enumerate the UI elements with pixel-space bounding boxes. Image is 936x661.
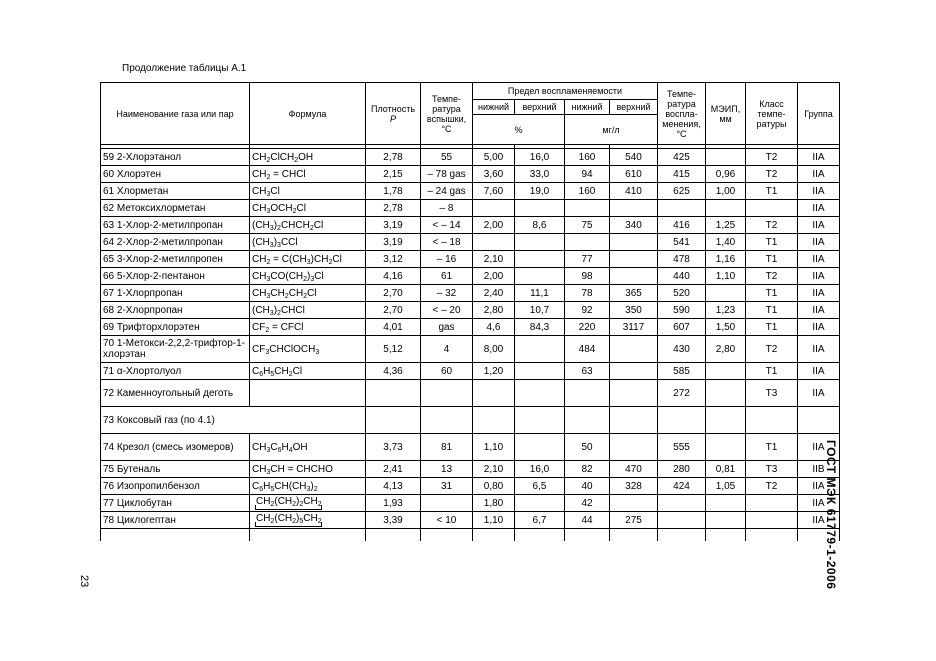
cell-lo-pct: 4,6	[473, 319, 515, 336]
table-row-continuation	[101, 529, 840, 542]
cell-mesg: 0,81	[706, 461, 746, 478]
cell-tclass: T1	[746, 183, 798, 200]
cell-ign: 425	[658, 149, 706, 166]
cell-hi-mg	[610, 380, 658, 407]
cell-density: 3,12	[366, 251, 421, 268]
cell-name: 75 Бутеналь	[101, 461, 250, 478]
header-upper-pct: верхний	[515, 100, 565, 115]
cell-group: IIA	[798, 149, 840, 166]
cell-formula: $CH_2 = C(CH_3)CH_2Cl$	[250, 251, 366, 268]
cell-formula: $(CH_3)_2CHCH_2Cl$	[250, 217, 366, 234]
table-row	[101, 407, 840, 434]
cell-flash	[421, 380, 473, 407]
cell-tclass: T2	[746, 268, 798, 285]
cell-tclass	[746, 512, 798, 529]
cell-flash	[421, 495, 473, 512]
header-temp-class: Класс темпе-ратуры	[746, 83, 798, 145]
cell-lo-mg: 82	[565, 461, 610, 478]
cell-group: IIA	[798, 268, 840, 285]
cell-density: 2,41	[366, 461, 421, 478]
cell-flash: gas	[421, 319, 473, 336]
cell-ign: 478	[658, 251, 706, 268]
cell-group: IIA	[798, 217, 840, 234]
cell-ign: 416	[658, 217, 706, 234]
cell-flash: 31	[421, 478, 473, 495]
cell-name: 73 Коксовый газ (по 4.1)	[101, 407, 366, 434]
cell-tclass: T3	[746, 461, 798, 478]
cell-mesg	[706, 380, 746, 407]
cell-tclass: T1	[746, 302, 798, 319]
cell-hi-pct: 19,0	[515, 183, 565, 200]
cell-lo-pct: 2,10	[473, 251, 515, 268]
cell-ign: 585	[658, 363, 706, 380]
cell-density: 2,78	[366, 149, 421, 166]
cell-group: IIA	[798, 319, 840, 336]
cell-ign: 607	[658, 319, 706, 336]
cell-hi-mg: 350	[610, 302, 658, 319]
cell-hi-pct: 11,1	[515, 285, 565, 302]
table-row	[101, 234, 840, 251]
cell-name: 74 Крезол (смесь изомеров)	[101, 434, 250, 461]
cell-hi-pct: 16,0	[515, 149, 565, 166]
cell-hi-pct: 8,6	[515, 217, 565, 234]
cell-name: 69 Трифторхлорэтен	[101, 319, 250, 336]
cell-mesg	[706, 285, 746, 302]
page-number: 23	[78, 575, 90, 588]
cell-ign: 415	[658, 166, 706, 183]
table-row	[101, 434, 840, 461]
cell-name: 59 2-Хлорэтанол	[101, 149, 250, 166]
table-row	[101, 285, 840, 302]
cell-lo-mg: 160	[565, 183, 610, 200]
cell-mesg: 1,05	[706, 478, 746, 495]
cell-lo-mg: 63	[565, 363, 610, 380]
cell-hi-mg	[610, 434, 658, 461]
cell-density: 4,13	[366, 478, 421, 495]
cell-lo-mg: 77	[565, 251, 610, 268]
cell-formula: $C_6H_5CH_2Cl$	[250, 363, 366, 380]
cell-formula: $CH_3C_6H_4OH$	[250, 434, 366, 461]
cell-flash: – 78 gas	[421, 166, 473, 183]
cell-name: 64 2-Хлор-2-метилпропан	[101, 234, 250, 251]
cell-name: 72 Каменноугольный деготь	[101, 380, 250, 407]
cell-hi-mg: 540	[610, 149, 658, 166]
cell-density: 5,12	[366, 336, 421, 363]
cell-hi-mg	[610, 200, 658, 217]
cell-ign	[658, 200, 706, 217]
cell-group: IIA	[798, 512, 840, 529]
cell-name: 71 α-Хлортолуол	[101, 363, 250, 380]
cell-hi-mg: 328	[610, 478, 658, 495]
header-name: Наименование газа или пар	[101, 83, 250, 145]
cell-group: IIA	[798, 234, 840, 251]
cell-group: IIA	[798, 183, 840, 200]
cell-hi-mg	[610, 407, 658, 434]
cell-flash: < – 14	[421, 217, 473, 234]
cell-mesg: 1,23	[706, 302, 746, 319]
header-percent-unit: %	[473, 115, 565, 145]
cell-formula: $CH_3OCH_2Cl$	[250, 200, 366, 217]
header-upper-mg: верхний	[610, 100, 658, 115]
cell-group: IIA	[798, 200, 840, 217]
cell-formula: $CH_3CH_2CH_2Cl$	[250, 285, 366, 302]
cell-density: 2,78	[366, 200, 421, 217]
cell-flash: < – 20	[421, 302, 473, 319]
cell-hi-pct	[515, 380, 565, 407]
cell-mesg: 0,96	[706, 166, 746, 183]
cell-flash: – 8	[421, 200, 473, 217]
cell-lo-pct: 1,80	[473, 495, 515, 512]
table-row	[101, 495, 840, 512]
cell-mesg: 1,10	[706, 268, 746, 285]
cell-hi-mg: 610	[610, 166, 658, 183]
header-group: Группа	[798, 83, 840, 145]
cell-hi-mg: 410	[610, 183, 658, 200]
cell-lo-pct: 1,10	[473, 512, 515, 529]
cell-mesg	[706, 149, 746, 166]
table-row	[101, 217, 840, 234]
cell-mesg	[706, 407, 746, 434]
cell-name: 65 3-Хлор-2-метилпропен	[101, 251, 250, 268]
cell-tclass: T2	[746, 149, 798, 166]
cell-formula: $CH_3CH$ = CHCHO	[250, 461, 366, 478]
table-row	[101, 302, 840, 319]
cell-ign: 430	[658, 336, 706, 363]
cell-mesg	[706, 200, 746, 217]
cell-lo-mg: 92	[565, 302, 610, 319]
cell-mesg: 1,50	[706, 319, 746, 336]
cell-tclass: T1	[746, 319, 798, 336]
header-ignition-temp: Темпе-ратура воспла-менения, °С	[658, 83, 706, 145]
cell-density	[366, 407, 421, 434]
cell-lo-mg: 98	[565, 268, 610, 285]
cell-hi-pct: 84,3	[515, 319, 565, 336]
cell-ign: 555	[658, 434, 706, 461]
cell-density: 3,39	[366, 512, 421, 529]
table-row	[101, 461, 840, 478]
cell-hi-pct: 33,0	[515, 166, 565, 183]
cell-name: 76 Изопропилбензол	[101, 478, 250, 495]
cell-hi-pct	[515, 336, 565, 363]
table-row	[101, 336, 840, 363]
cell-tclass: T2	[746, 166, 798, 183]
cell-hi-mg: 275	[610, 512, 658, 529]
cell-tclass: T1	[746, 251, 798, 268]
cell-lo-pct: 5,00	[473, 149, 515, 166]
cell-hi-mg: 470	[610, 461, 658, 478]
cell-mesg	[706, 363, 746, 380]
cell-ign: 590	[658, 302, 706, 319]
cell-ign: 440	[658, 268, 706, 285]
cell-lo-mg: 75	[565, 217, 610, 234]
cell-lo-mg: 220	[565, 319, 610, 336]
cell-group: IIA	[798, 285, 840, 302]
cell-tclass	[746, 407, 798, 434]
table-caption: Продолжение таблицы А.1	[122, 63, 247, 74]
cell-lo-mg: 484	[565, 336, 610, 363]
cell-lo-mg	[565, 407, 610, 434]
cell-flash: 61	[421, 268, 473, 285]
cell-ign: 424	[658, 478, 706, 495]
table-row	[101, 319, 840, 336]
cell-lo-mg	[565, 380, 610, 407]
cell-tclass: T1	[746, 285, 798, 302]
cell-name: 62 Метоксихлорметан	[101, 200, 250, 217]
cell-flash: < 10	[421, 512, 473, 529]
cell-lo-mg: 42	[565, 495, 610, 512]
cell-lo-pct: 1,10	[473, 434, 515, 461]
cell-mesg: 2,80	[706, 336, 746, 363]
cell-formula: $CF_3CHClOCH_3$	[250, 336, 366, 363]
cell-flash: 81	[421, 434, 473, 461]
cell-lo-mg: 78	[565, 285, 610, 302]
table-row	[101, 200, 840, 217]
cell-group	[798, 407, 840, 434]
table-row	[101, 149, 840, 166]
header-lower-pct: нижний	[473, 100, 515, 115]
table-row	[101, 512, 840, 529]
cell-mesg	[706, 512, 746, 529]
cell-tclass	[746, 200, 798, 217]
cell-mesg: 1,16	[706, 251, 746, 268]
cell-flash: 55	[421, 149, 473, 166]
cell-lo-mg: 40	[565, 478, 610, 495]
cell-flash: 4	[421, 336, 473, 363]
header-lower-mg: нижний	[565, 100, 610, 115]
cell-hi-pct	[515, 200, 565, 217]
cell-name: 68 2-Хлорпропан	[101, 302, 250, 319]
table-row	[101, 251, 840, 268]
cell-lo-pct: 1,20	[473, 363, 515, 380]
header-formula: Формула	[250, 83, 366, 145]
cell-lo-pct	[473, 380, 515, 407]
cell-lo-mg: 44	[565, 512, 610, 529]
cell-ign	[658, 512, 706, 529]
cell-hi-pct: 16,0	[515, 461, 565, 478]
cell-flash: < – 18	[421, 234, 473, 251]
cell-mesg: 1,25	[706, 217, 746, 234]
cell-density	[366, 380, 421, 407]
header-mgl-unit: мг/л	[565, 115, 658, 145]
cell-flash: 13	[421, 461, 473, 478]
cell-group: IIA	[798, 434, 840, 461]
cell-density: 4,01	[366, 319, 421, 336]
cell-ign	[658, 495, 706, 512]
cell-flash: – 24 gas	[421, 183, 473, 200]
cell-group: IIA	[798, 495, 840, 512]
cell-name: 67 1-Хлорпропан	[101, 285, 250, 302]
cell-mesg: 1,00	[706, 183, 746, 200]
cell-lo-pct	[473, 407, 515, 434]
cell-lo-pct: 3,60	[473, 166, 515, 183]
cell-name: 60 Хлорэтен	[101, 166, 250, 183]
cell-formula: $C_6H_5CH(CH_3)_2$	[250, 478, 366, 495]
document-code: ГОСТ МЭК 61779-1-2006	[824, 440, 838, 590]
flammable-gases-table	[100, 82, 840, 541]
cell-hi-pct	[515, 495, 565, 512]
cell-lo-pct: 2,00	[473, 217, 515, 234]
cell-hi-mg: 365	[610, 285, 658, 302]
cell-hi-pct	[515, 434, 565, 461]
cell-lo-pct: 2,40	[473, 285, 515, 302]
cell-hi-mg	[610, 251, 658, 268]
table-row	[101, 166, 840, 183]
table-row	[101, 478, 840, 495]
cell-hi-pct	[515, 268, 565, 285]
cell-density: 2,70	[366, 285, 421, 302]
header-mesg: МЭИП, мм	[706, 83, 746, 145]
cell-formula: $(CH_3)_2CHCl$	[250, 302, 366, 319]
cell-hi-mg	[610, 363, 658, 380]
cell-lo-pct: 8,00	[473, 336, 515, 363]
cell-tclass: T2	[746, 217, 798, 234]
cell-density: 4,36	[366, 363, 421, 380]
cell-lo-pct	[473, 234, 515, 251]
cell-ign: 541	[658, 234, 706, 251]
cell-ign: 280	[658, 461, 706, 478]
cell-lo-pct: 2,10	[473, 461, 515, 478]
header-flash-point: Темпе-ратура вспышки, °С	[421, 83, 473, 145]
cell-group: IIA	[798, 336, 840, 363]
cell-group: IIA	[798, 302, 840, 319]
cell-lo-mg	[565, 234, 610, 251]
cell-tclass: T1	[746, 234, 798, 251]
cell-name: 63 1-Хлор-2-метилпропан	[101, 217, 250, 234]
cell-hi-mg	[610, 495, 658, 512]
cell-flash	[421, 407, 473, 434]
cell-hi-mg: 3117	[610, 319, 658, 336]
cell-formula: $CH_2(CH_2)_5CH_2$	[250, 512, 366, 529]
cell-group: IIB	[798, 461, 840, 478]
cell-tclass: T2	[746, 336, 798, 363]
cell-lo-pct: 2,80	[473, 302, 515, 319]
cell-name: 70 1-Метокси-2,2,2-трифтор-1-хлорэтан	[101, 336, 250, 363]
cell-mesg	[706, 434, 746, 461]
cell-hi-pct	[515, 407, 565, 434]
cell-density: 1,78	[366, 183, 421, 200]
cell-name: 61 Хлорметан	[101, 183, 250, 200]
cell-hi-pct: 6,7	[515, 512, 565, 529]
cell-hi-mg	[610, 336, 658, 363]
cell-lo-pct: 2,00	[473, 268, 515, 285]
cell-hi-mg	[610, 234, 658, 251]
cell-tclass: T1	[746, 434, 798, 461]
cell-flash: 60	[421, 363, 473, 380]
cell-mesg	[706, 495, 746, 512]
cell-name: 66 5-Хлор-2-пентанон	[101, 268, 250, 285]
table-row	[101, 363, 840, 380]
cell-group: IIA	[798, 251, 840, 268]
cell-group: IIA	[798, 380, 840, 407]
cell-flash: – 16	[421, 251, 473, 268]
cell-density: 1,93	[366, 495, 421, 512]
cell-ign: 520	[658, 285, 706, 302]
cell-density: 2,15	[366, 166, 421, 183]
cell-hi-mg	[610, 268, 658, 285]
cell-formula: $CH_2ClCH_2OH$	[250, 149, 366, 166]
cell-name: 77 Циклобутан	[101, 495, 250, 512]
cell-flash: – 32	[421, 285, 473, 302]
table-row	[101, 268, 840, 285]
cell-tclass	[746, 495, 798, 512]
cell-hi-pct: 10,7	[515, 302, 565, 319]
cell-formula: $(CH_3)_3CCl$	[250, 234, 366, 251]
cell-lo-mg: 50	[565, 434, 610, 461]
cell-tclass: T2	[746, 478, 798, 495]
cell-ign: 625	[658, 183, 706, 200]
cell-lo-mg: 160	[565, 149, 610, 166]
cell-lo-mg	[565, 200, 610, 217]
cell-tclass: T3	[746, 380, 798, 407]
cell-formula: $CH_2(CH_2)_2CH_2$	[250, 495, 366, 512]
cell-name: 78 Циклогептан	[101, 512, 250, 529]
cell-group: IIA	[798, 166, 840, 183]
cell-lo-pct: 7,60	[473, 183, 515, 200]
header-flammability-limits: Предел воспламеняемости	[473, 83, 658, 100]
table-row	[101, 183, 840, 200]
cell-density: 2,70	[366, 302, 421, 319]
cell-ign	[658, 407, 706, 434]
cell-lo-pct	[473, 200, 515, 217]
cell-formula: $CH_3CO(CH_2)_3Cl$	[250, 268, 366, 285]
cell-hi-pct	[515, 251, 565, 268]
cell-formula: $CH_2$ = CHCl	[250, 166, 366, 183]
cell-lo-pct: 0,80	[473, 478, 515, 495]
cell-density: 3,19	[366, 234, 421, 251]
header-density: Плотность P	[366, 83, 421, 145]
cell-lo-mg: 94	[565, 166, 610, 183]
cell-ign: 272	[658, 380, 706, 407]
cell-group: IIA	[798, 478, 840, 495]
cell-density: 4,16	[366, 268, 421, 285]
cell-density: 3,73	[366, 434, 421, 461]
cell-mesg: 1,40	[706, 234, 746, 251]
cell-hi-pct: 6,5	[515, 478, 565, 495]
cell-formula: $CF_2$ = CFCl	[250, 319, 366, 336]
table-row	[101, 380, 840, 407]
cell-tclass: T1	[746, 363, 798, 380]
cell-density: 3,19	[366, 217, 421, 234]
cell-hi-pct	[515, 363, 565, 380]
cell-formula: $CH_3Cl$	[250, 183, 366, 200]
cell-hi-pct	[515, 234, 565, 251]
cell-formula	[250, 380, 366, 407]
cell-group: IIA	[798, 363, 840, 380]
cell-hi-mg: 340	[610, 217, 658, 234]
